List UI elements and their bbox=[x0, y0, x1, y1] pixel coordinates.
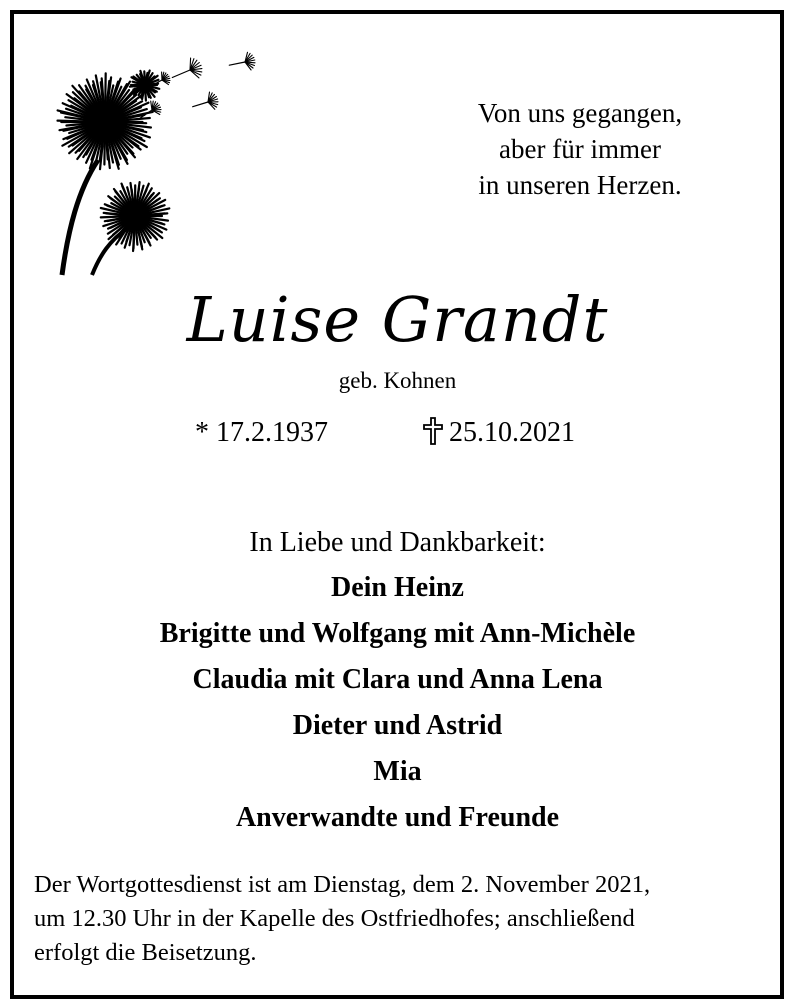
service-notice bbox=[34, 868, 774, 970]
service-line: erfolgt die Beisetzung. bbox=[34, 939, 257, 966]
mourner-line: Brigitte und Wolfgang mit Ann-Michèle bbox=[159, 618, 636, 649]
birth-name: geb. Kohnen bbox=[338, 368, 457, 393]
motto-line: aber für immer bbox=[499, 134, 661, 164]
death-date: 25.10.2021 bbox=[449, 417, 575, 448]
mourner-line: Claudia mit Clara und Anna Lena bbox=[192, 664, 603, 695]
cross-icon bbox=[423, 417, 443, 445]
life-dates bbox=[0, 415, 795, 455]
mourner-line: Anverwandte und Freunde bbox=[235, 802, 560, 833]
death-date-group bbox=[423, 415, 575, 451]
mourner-line: Dieter und Astrid bbox=[292, 710, 503, 741]
motto-line: in unseren Herzen. bbox=[478, 170, 682, 200]
dandelion-icon bbox=[40, 40, 290, 280]
motto-line: Von uns gegangen, bbox=[477, 98, 683, 128]
mourners-intro: In Liebe und Dankbarkeit: bbox=[249, 527, 546, 558]
mourners-list bbox=[0, 565, 795, 841]
birth-date: * 17.2.1937 bbox=[195, 417, 328, 448]
service-line: um 12.30 Uhr in der Kapelle des Ostfriedhofes; anschließend bbox=[34, 905, 635, 932]
deceased-name: Luise Grandt bbox=[186, 283, 609, 356]
motto bbox=[420, 95, 740, 203]
mourner-line: Mia bbox=[373, 756, 422, 787]
service-line: Der Wortgottesdienst ist am Dienstag, dem 2. November 2021, bbox=[34, 871, 651, 898]
mourner-line: Dein Heinz bbox=[331, 572, 464, 603]
